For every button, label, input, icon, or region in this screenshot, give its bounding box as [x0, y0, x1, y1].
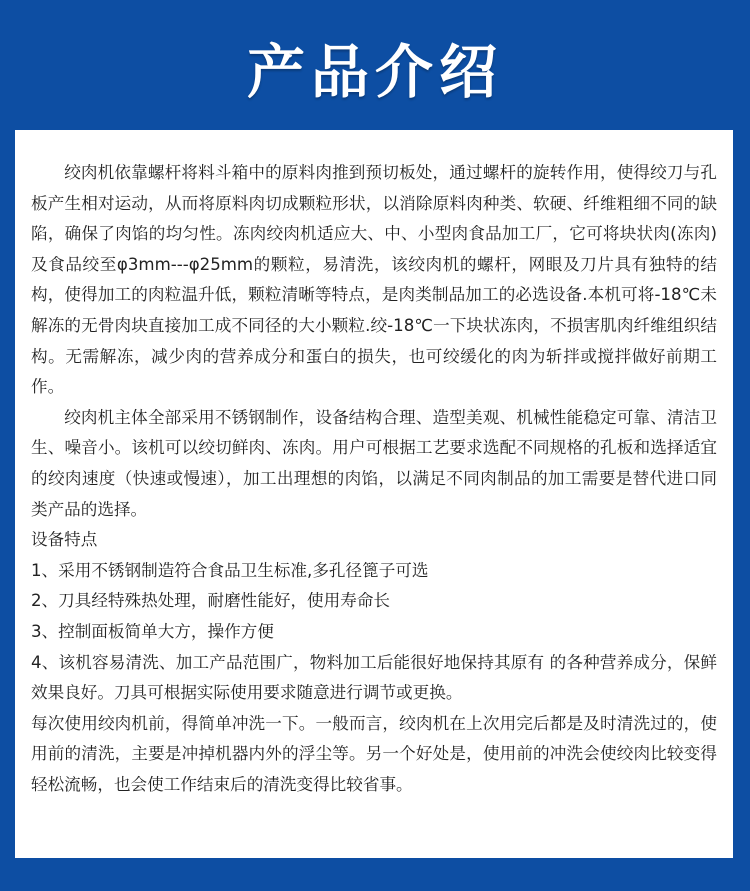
feature-item-3: 3、控制面板简单大方，操作方便 — [31, 621, 274, 641]
material-paragraph: 绞肉机主体全部采用不锈钢制作，设备结构合理、造型美观、机械性能稳定可靠、清洁卫生、噪音小。该机可以绞切鲜肉、冻肉。用户可根据工艺要求选配不同规格的孔板和选择适宜的绞肉速度（快速或慢速），加工出理想的肉馅，以满足不同肉制品的加工需要是替代进口同类产品的选择。 — [31, 407, 717, 519]
content-panel — [15, 130, 733, 858]
intro-paragraph: 绞肉机依靠螺杆将料斗箱中的原料肉推到预切板处，通过螺杆的旋转作用，使得绞刀与孔板产生相对运动，从而将原料肉切成颗粒形状，以消除原料肉种类、软硬、纤维粗细不同的缺陷，确保了肉馅的均匀性。冻肉绞肉机适应大、中、小型肉食品加工厂，它可将块状肉(冻肉)及食品绞至φ3mm---φ25mm的颗粒，易清洗，该绞肉机的螺杆，网眼及刀片具有独特的结构，使得加工的肉粒温升低，颗粒清晰等特点，是肉类制品加工的必选设备.本机可将-18℃未解冻的无骨肉块直接加工成不同径的大小颗粒.绞-18℃一下块状冻肉，不损害肌肉纤维组织结构。无需解冻，减少肉的营养成分和蛋白的损失，也可绞缓化的肉为斩拌或搅拌做好前期工作。 — [31, 163, 717, 397]
feature-item-4: 4、该机容易清洗、加工产品范围广，物料加工后能很好地保持其原有 的各种营养成分，保鲜效果良好。刀具可根据实际使用要求随意进行调节或更换。 — [31, 652, 717, 703]
header-bar — [0, 0, 750, 130]
product-description — [31, 158, 717, 800]
features-heading: 设备特点 — [31, 530, 98, 550]
usage-paragraph: 每次使用绞肉机前，得简单冲洗一下。一般而言，绞肉机在上次用完后都是及时清洗过的，使用前的清洗，主要是冲掉机器内外的浮尘等。另一个好处是，使用前的冲洗会使绞肉比较变得轻松流畅，也会使工作结束后的清洗变得比较省事。 — [31, 713, 717, 794]
page-title: 产品介绍 — [246, 38, 503, 106]
feature-item-1: 1、采用不锈钢制造符合食品卫生标准,多孔径篦子可选 — [31, 560, 429, 580]
feature-item-2: 2、刀具经特殊热处理，耐磨性能好，使用寿命长 — [31, 591, 391, 611]
